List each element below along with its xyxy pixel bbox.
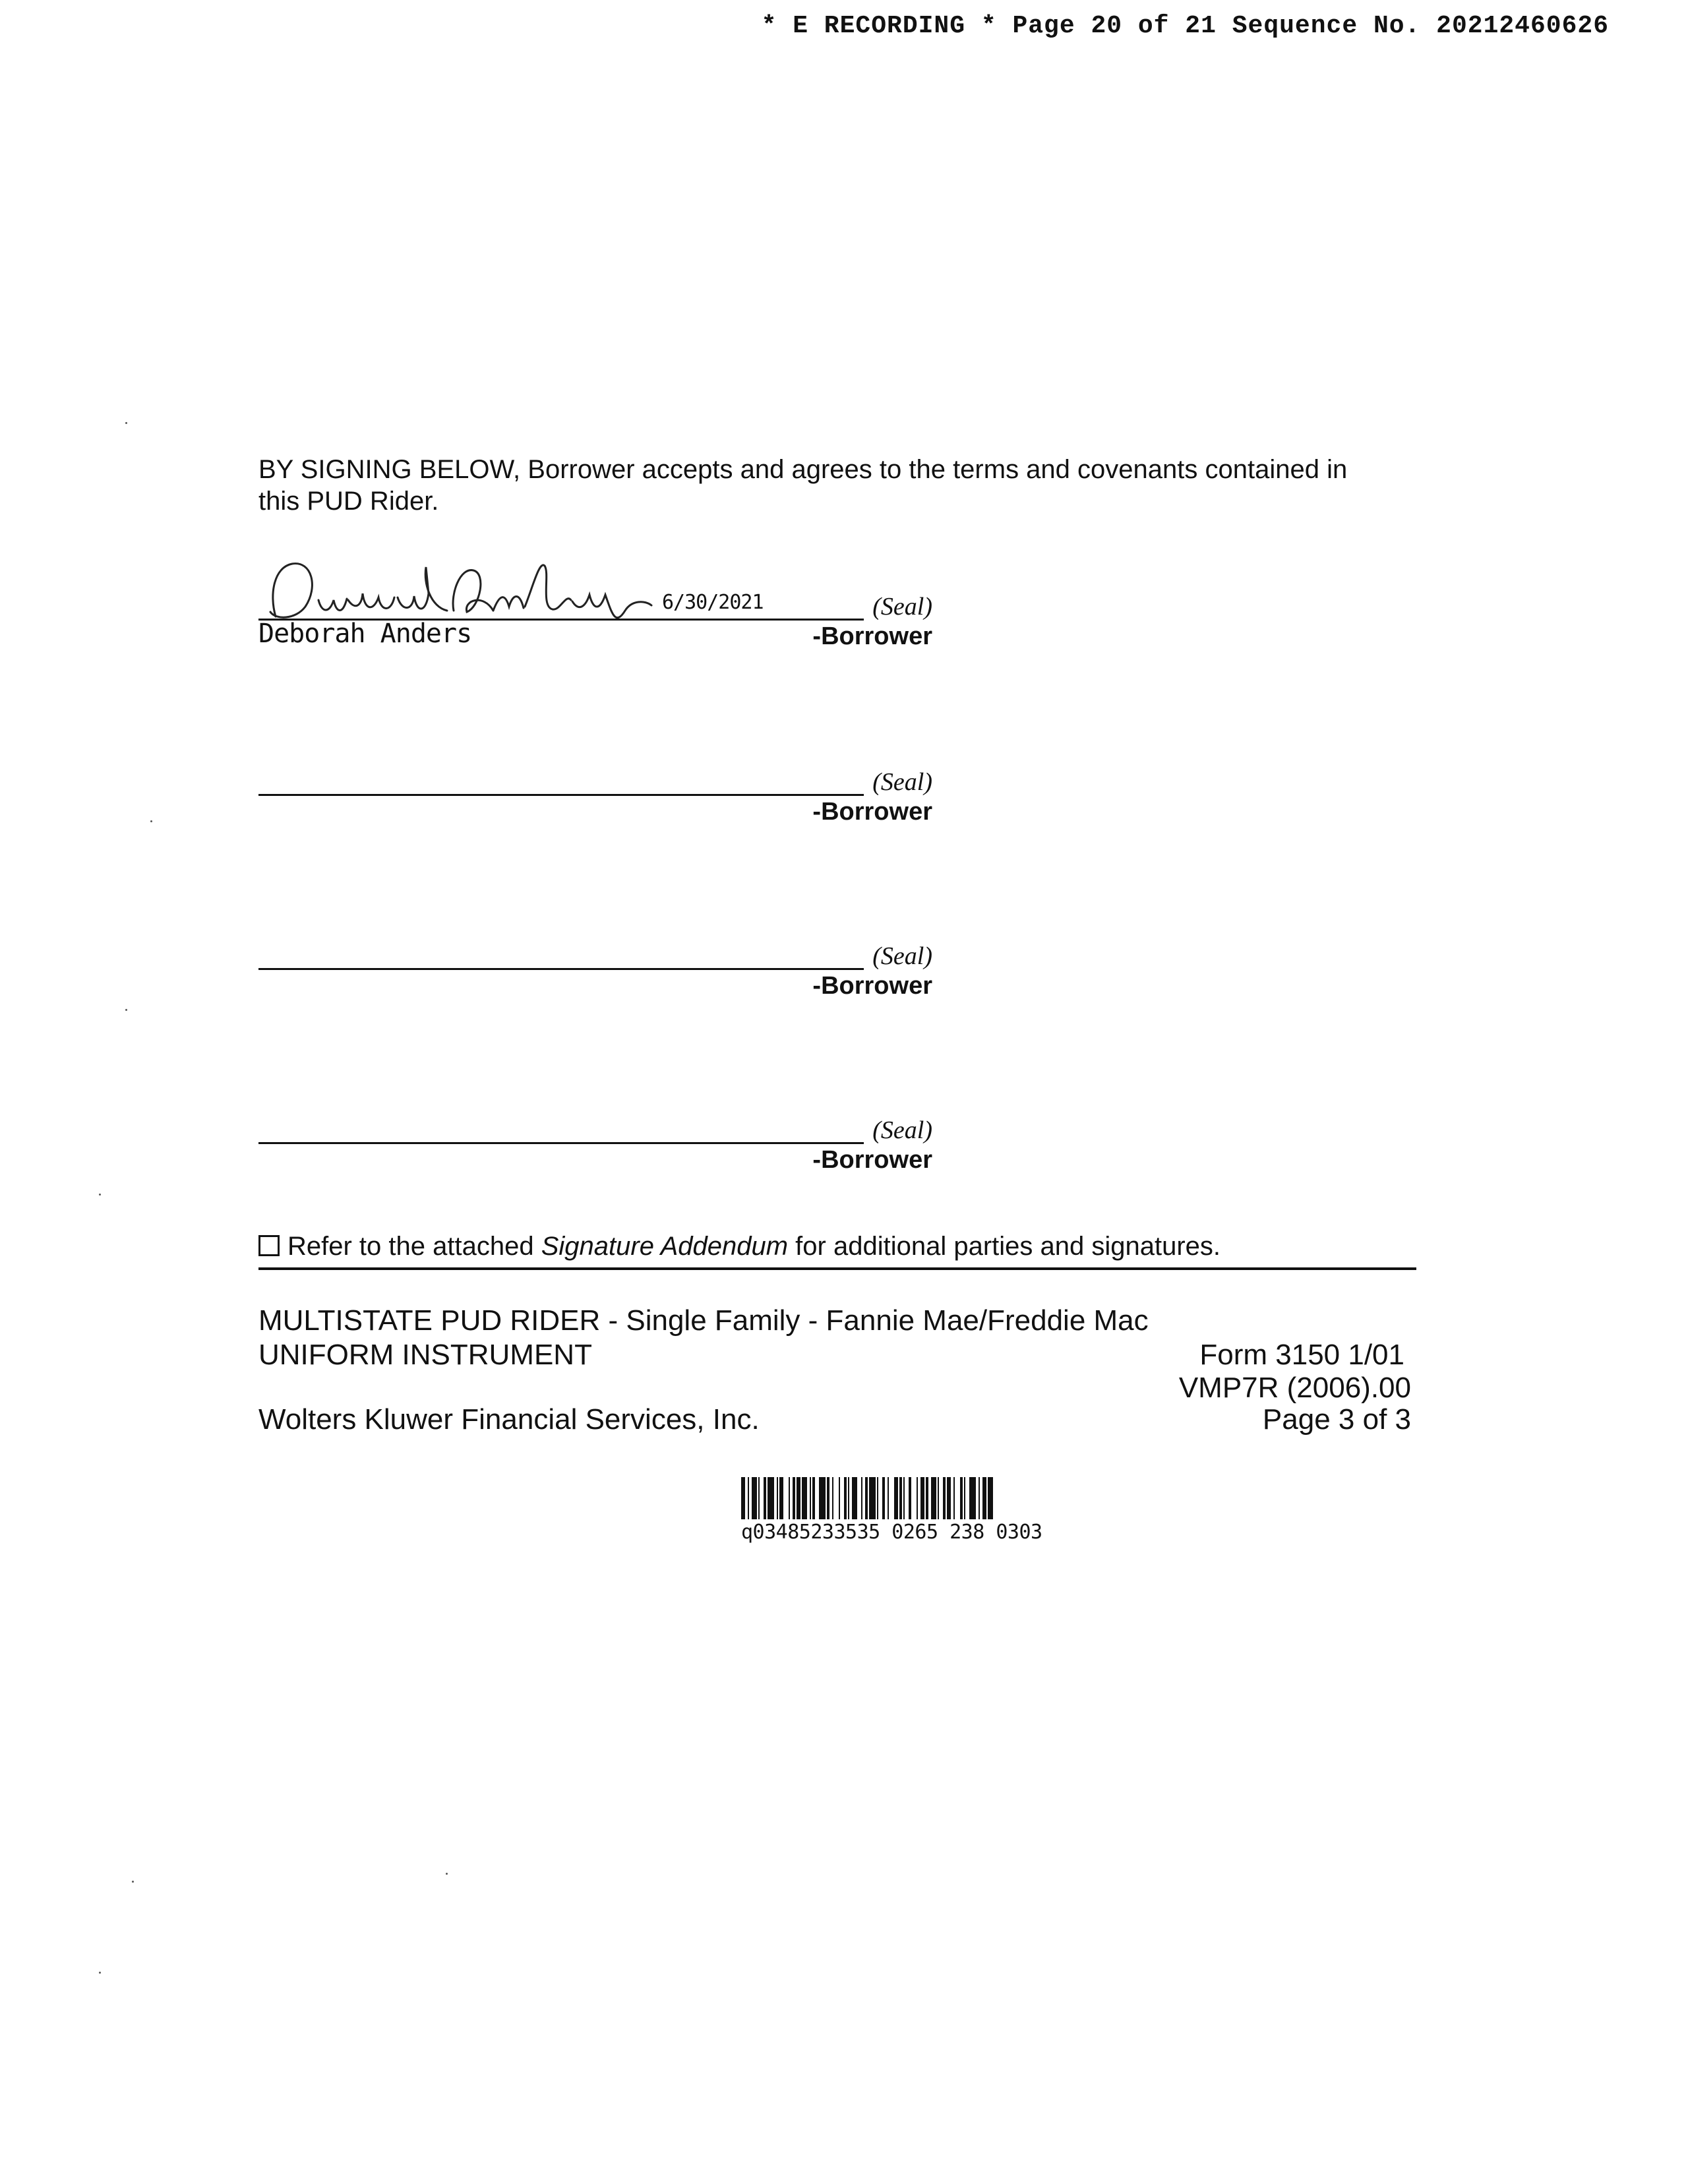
signature-line: [258, 968, 864, 970]
barcode-bar: [802, 1477, 807, 1519]
barcode-bar: [789, 1477, 790, 1519]
barcode: [741, 1477, 1196, 1519]
scan-speck: [446, 1873, 448, 1875]
barcode-bar: [848, 1477, 849, 1519]
intro-paragraph: BY SIGNING BELOW, Borrower accepts and agrees to the terms and covenants contained in this PUD Rider.: [258, 455, 1348, 516]
divider: [258, 1267, 1416, 1270]
scan-speck: [99, 1194, 101, 1196]
barcode-bar: [899, 1477, 902, 1519]
addendum-checkbox[interactable]: [258, 1235, 280, 1256]
barcode-bar: [926, 1477, 928, 1519]
seal-label: (Seal): [872, 593, 932, 621]
addendum-suffix: for additional parties and signatures.: [795, 1232, 1221, 1261]
page-number: Page 3 of 3: [1262, 1403, 1411, 1436]
barcode-bar: [920, 1477, 924, 1519]
scan-speck: [150, 820, 152, 822]
signature-block-3: [258, 930, 932, 1000]
barcode-bar: [969, 1477, 976, 1519]
borrower-label: -Borrower: [812, 972, 932, 1000]
scan-speck: [99, 1972, 101, 1974]
signature-date: 6/30/2021: [662, 591, 764, 614]
barcode-bar: [882, 1477, 885, 1519]
barcode-bar: [909, 1477, 911, 1519]
form-number: Form 3150 1/01: [1199, 1339, 1404, 1371]
barcode-bar: [953, 1477, 955, 1519]
barcode-bar: [758, 1477, 760, 1519]
barcode-bar: [741, 1477, 745, 1519]
signature-block-1: [258, 580, 932, 650]
signature-block-2: [258, 756, 932, 826]
barcode-bar: [869, 1477, 876, 1519]
vmp-code: VMP7R (2006).00: [1178, 1372, 1411, 1404]
borrower-label: -Borrower: [812, 798, 932, 826]
barcode-bar: [777, 1477, 778, 1519]
seal-label: (Seal): [872, 1116, 932, 1144]
barcode-bar: [852, 1477, 857, 1519]
signature-line: [258, 1142, 864, 1144]
signer-name: Deborah Anders: [258, 619, 472, 649]
barcode-bar: [839, 1477, 840, 1519]
borrower-label: -Borrower: [812, 622, 932, 650]
barcode-bar: [894, 1477, 898, 1519]
signature-line: [258, 794, 864, 796]
barcode-bar: [768, 1477, 774, 1519]
addendum-prefix: Refer to the attached: [287, 1232, 534, 1261]
borrower-label: -Borrower: [812, 1146, 932, 1174]
barcode-text: q03485233535 0265 238 0303: [741, 1521, 1042, 1544]
barcode-bar: [947, 1477, 951, 1519]
seal-label: (Seal): [872, 768, 932, 796]
signature-addendum-note: [258, 1232, 1221, 1261]
barcode-bar: [938, 1477, 939, 1519]
seal-label: (Seal): [872, 942, 932, 970]
handwritten-signature: [256, 554, 678, 626]
barcode-bar: [810, 1477, 811, 1519]
signature-block-4: [258, 1104, 932, 1174]
barcode-bar: [943, 1477, 946, 1519]
barcode-bar: [752, 1477, 757, 1519]
barcode-bar: [931, 1477, 936, 1519]
barcode-bar: [832, 1477, 833, 1519]
form-title: MULTISTATE PUD RIDER - Single Family - Fannie Mae/Freddie Mac: [258, 1304, 1149, 1337]
barcode-bar: [764, 1477, 766, 1519]
barcode-bar: [982, 1477, 986, 1519]
barcode-bar: [779, 1477, 783, 1519]
barcode-bar: [812, 1477, 815, 1519]
barcode-bar: [960, 1477, 963, 1519]
addendum-emphasis: Signature Addendum: [541, 1232, 789, 1261]
barcode-bar: [964, 1477, 965, 1519]
barcode-bar: [748, 1477, 749, 1519]
barcode-bar: [827, 1477, 829, 1519]
barcode-bar: [888, 1477, 889, 1519]
barcode-bar: [797, 1477, 800, 1519]
barcode-bar: [903, 1477, 905, 1519]
scan-speck: [125, 422, 127, 424]
recording-header: * E RECORDING * Page 20 of 21 Sequence No. 20212460626: [761, 12, 1609, 40]
form-instrument: UNIFORM INSTRUMENT: [258, 1339, 592, 1371]
barcode-bar: [819, 1477, 826, 1519]
barcode-bar: [917, 1477, 918, 1519]
scan-speck: [132, 1881, 134, 1883]
barcode-bar: [865, 1477, 868, 1519]
barcode-bar: [877, 1477, 878, 1519]
publisher: Wolters Kluwer Financial Services, Inc.: [258, 1403, 760, 1436]
barcode-bar: [988, 1477, 993, 1519]
barcode-bar: [979, 1477, 980, 1519]
scan-speck: [125, 1009, 127, 1011]
barcode-bar: [793, 1477, 795, 1519]
barcode-bar: [861, 1477, 862, 1519]
barcode-bar: [844, 1477, 847, 1519]
